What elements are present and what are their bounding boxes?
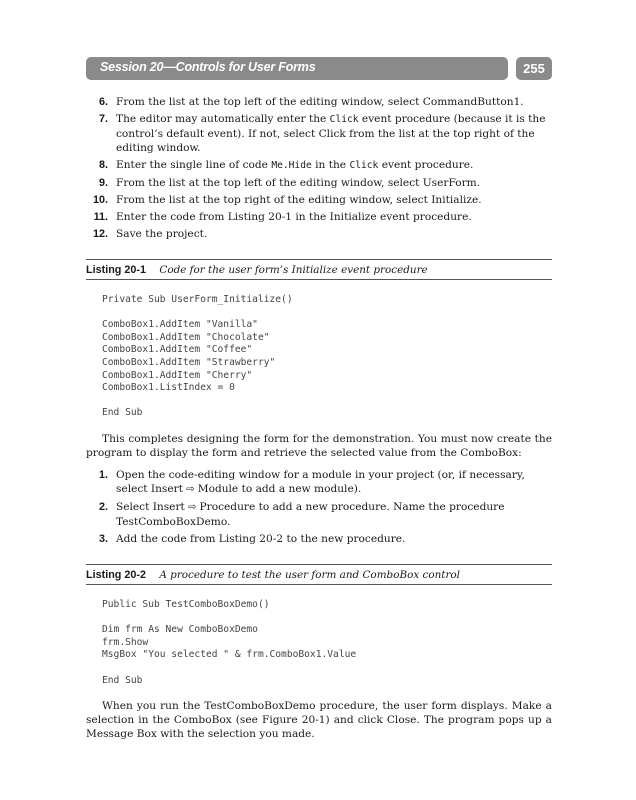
- step-text: Enter the single line of code: [116, 159, 272, 171]
- step-number: 10.: [92, 194, 108, 206]
- listing-2-caption: A procedure to test the user form and ComboBox control: [159, 568, 460, 581]
- step-text: Enter the code from Listing 20-1 in the Initialize event procedure.: [116, 211, 472, 223]
- step-text: Add the code from Listing 20-2 to the new procedure.: [116, 532, 406, 545]
- step-item: [86, 176, 552, 190]
- step-text: Module to add a new module).: [197, 482, 362, 495]
- listing-2-header: [86, 564, 552, 585]
- step-item: [86, 158, 552, 173]
- menu-arrow-icon: ⇨: [184, 501, 200, 513]
- code-line: End Sub: [102, 674, 143, 686]
- code-line: Public Sub TestComboBoxDemo(): [102, 598, 270, 610]
- step-text: The editor may automatically enter the: [116, 113, 330, 125]
- header-title: Session 20—Controls for User Forms: [100, 60, 316, 74]
- code-line: frm.Show: [102, 636, 149, 648]
- code-line: [102, 307, 552, 320]
- step-number: 2.: [98, 500, 108, 513]
- step-text: event procedure.: [378, 159, 474, 171]
- code-line: ComboBox1.AddItem "Chocolate": [102, 331, 270, 343]
- step-item: [86, 210, 552, 224]
- step-item: [86, 112, 552, 155]
- step-number: 1.: [98, 468, 108, 481]
- listing-2-label: Listing 20-2: [86, 568, 146, 581]
- step-number: 8.: [98, 159, 108, 171]
- step-item: [86, 95, 552, 109]
- step-item: [86, 468, 552, 497]
- listing-1-header: [86, 259, 552, 280]
- page-number: 255: [516, 57, 552, 80]
- code-line: Private Sub UserForm_Initialize(): [102, 294, 293, 305]
- step-text: Select Insert: [116, 500, 185, 513]
- step-text: From the list at the top left of the editing window, select UserForm.: [116, 177, 481, 189]
- code-line: ComboBox1.ListIndex = 0: [102, 382, 235, 394]
- step-number: 11.: [93, 211, 108, 223]
- listing-1-code: [102, 294, 552, 420]
- listing-1-label: Listing 20-1: [86, 264, 146, 276]
- step-item: [86, 193, 552, 207]
- running-header: [86, 57, 508, 80]
- listing-1-caption: Code for the user form’s Initialize event procedure: [159, 264, 428, 276]
- code-line: [102, 662, 552, 675]
- step-item: [86, 532, 552, 546]
- code-line: [102, 612, 552, 625]
- inline-code: Click: [349, 160, 379, 171]
- step-text: From the list at the top left of the editing window, select CommandButton1.: [116, 96, 524, 108]
- code-line: Dim frm As New ComboBoxDemo: [102, 624, 258, 636]
- code-line: End Sub: [102, 407, 143, 419]
- step-number: 6.: [98, 96, 108, 108]
- step-text: Save the project.: [116, 228, 208, 240]
- inline-code: Me.Hide: [271, 160, 312, 171]
- paragraph-2: When you run the TestComboBoxDemo procedure, the user form displays. Make a selection in the ComboBox (see Figure 20-1) and click Close. The program pops up a Message Box with the selection you made.: [86, 700, 552, 741]
- step-number: 7.: [98, 113, 108, 125]
- code-line: ComboBox1.AddItem "Cherry": [102, 369, 253, 381]
- step-item: [86, 500, 552, 529]
- steps-list-b: [86, 468, 552, 546]
- step-text: Open the code-editing window for a module in your project (or, if necessary, select Insert: [116, 468, 525, 495]
- code-line: MsgBox "You selected " & frm.ComboBox1.Value: [102, 649, 357, 661]
- listing-2-code: [102, 599, 552, 687]
- step-text: Procedure to add a new procedure. Name the procedure TestComboBoxDemo.: [116, 500, 505, 528]
- step-number: 3.: [98, 532, 108, 545]
- steps-list-a: [86, 95, 552, 241]
- step-text: in the: [311, 159, 350, 171]
- step-text: event procedure (because it is the control’s default event). If not, select Click from the list at the top right of the editing window.: [116, 113, 546, 154]
- step-text: From the list at the top right of the editing window, select Initialize.: [116, 194, 482, 206]
- step-number: 12.: [92, 228, 108, 240]
- code-line: ComboBox1.AddItem "Strawberry": [102, 356, 276, 368]
- code-line: ComboBox1.AddItem "Vanilla": [102, 319, 258, 331]
- inline-code: Click: [329, 114, 359, 125]
- step-item: [86, 227, 552, 241]
- paragraph-1: This completes designing the form for the demonstration. You must now create the program to display the form and retrieve the selected value from the ComboBox:: [86, 432, 552, 459]
- menu-arrow-icon: ⇨: [182, 483, 198, 495]
- step-number: 9.: [98, 177, 108, 189]
- code-line: [102, 395, 552, 408]
- code-line: ComboBox1.AddItem "Coffee": [102, 344, 253, 356]
- page-content: [86, 95, 552, 741]
